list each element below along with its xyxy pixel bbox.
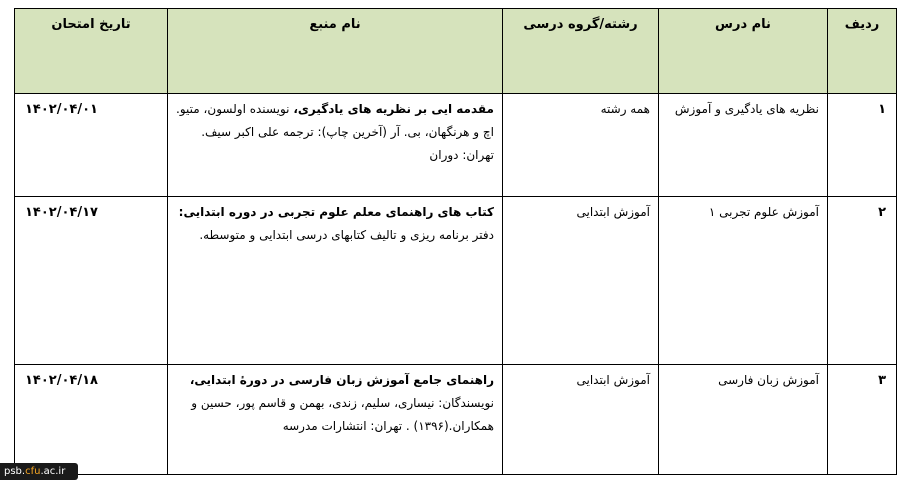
header-course-name: نام درس xyxy=(659,9,828,94)
field-group: آموزش ابتدایی xyxy=(503,197,659,365)
table-row xyxy=(15,365,897,475)
source-name xyxy=(168,365,503,475)
row-number: ۳ xyxy=(828,365,897,475)
source-name xyxy=(168,197,503,365)
exam-date: ۱۴۰۲/۰۴/۱۸ xyxy=(15,365,168,475)
header-source-name: نام منبع xyxy=(168,9,503,94)
course-name: نظریه های یادگیری و آموزش xyxy=(659,94,828,197)
exam-date: ۱۴۰۲/۰۴/۱۷ xyxy=(15,197,168,365)
exam-schedule xyxy=(14,8,896,475)
watermark-suffix: .ac.ir xyxy=(40,466,66,477)
source-name xyxy=(168,94,503,197)
site-watermark xyxy=(0,463,78,480)
field-group: همه رشته xyxy=(503,94,659,197)
watermark-accent: cfu xyxy=(25,466,41,477)
course-name: آموزش زبان فارسی xyxy=(659,365,828,475)
exam-date: ۱۴۰۲/۰۴/۰۱ xyxy=(15,94,168,197)
source-details: دفتر برنامه ریزی و تالیف کتابهای درسی ابتدایی و متوسطه. xyxy=(199,228,494,242)
header-field-group: رشته/گروه درسی xyxy=(503,9,659,94)
row-number: ۲ xyxy=(828,197,897,365)
field-group: آموزش ابتدایی xyxy=(503,365,659,475)
source-title: راهنمای جامع آموزش زبان فارسی در دورهٔ ابتدایی، xyxy=(189,373,494,387)
table-row xyxy=(15,197,897,365)
source-title: کتاب های راهنمای معلم علوم تجربی در دوره ابتدایی: xyxy=(178,205,494,219)
header-row-number: ردیف xyxy=(828,9,897,94)
source-title: مقدمه ایی بر نظریه های یادگیری، xyxy=(293,102,494,116)
course-name: آموزش علوم تجربی ۱ xyxy=(659,197,828,365)
table-header-row xyxy=(15,9,897,94)
source-details: نویسنده اولسون، متیو. اچ و هرنگهان، بی. آر (آخرین چاپ): ترجمه علی اکبر سیف. تهران: دوران xyxy=(176,102,494,162)
header-exam-date: تاریخ امتحان xyxy=(15,9,168,94)
exam-sources-table xyxy=(14,8,897,475)
row-number: ۱ xyxy=(828,94,897,197)
source-details: نویسندگان: نیساری، سلیم، زندی، بهمن و قاسم پور، حسین و همکاران.(۱۳۹۶) . تهران: انتشارات مدرسه xyxy=(191,396,494,433)
watermark-prefix: psb. xyxy=(4,466,26,477)
table-row xyxy=(15,94,897,197)
